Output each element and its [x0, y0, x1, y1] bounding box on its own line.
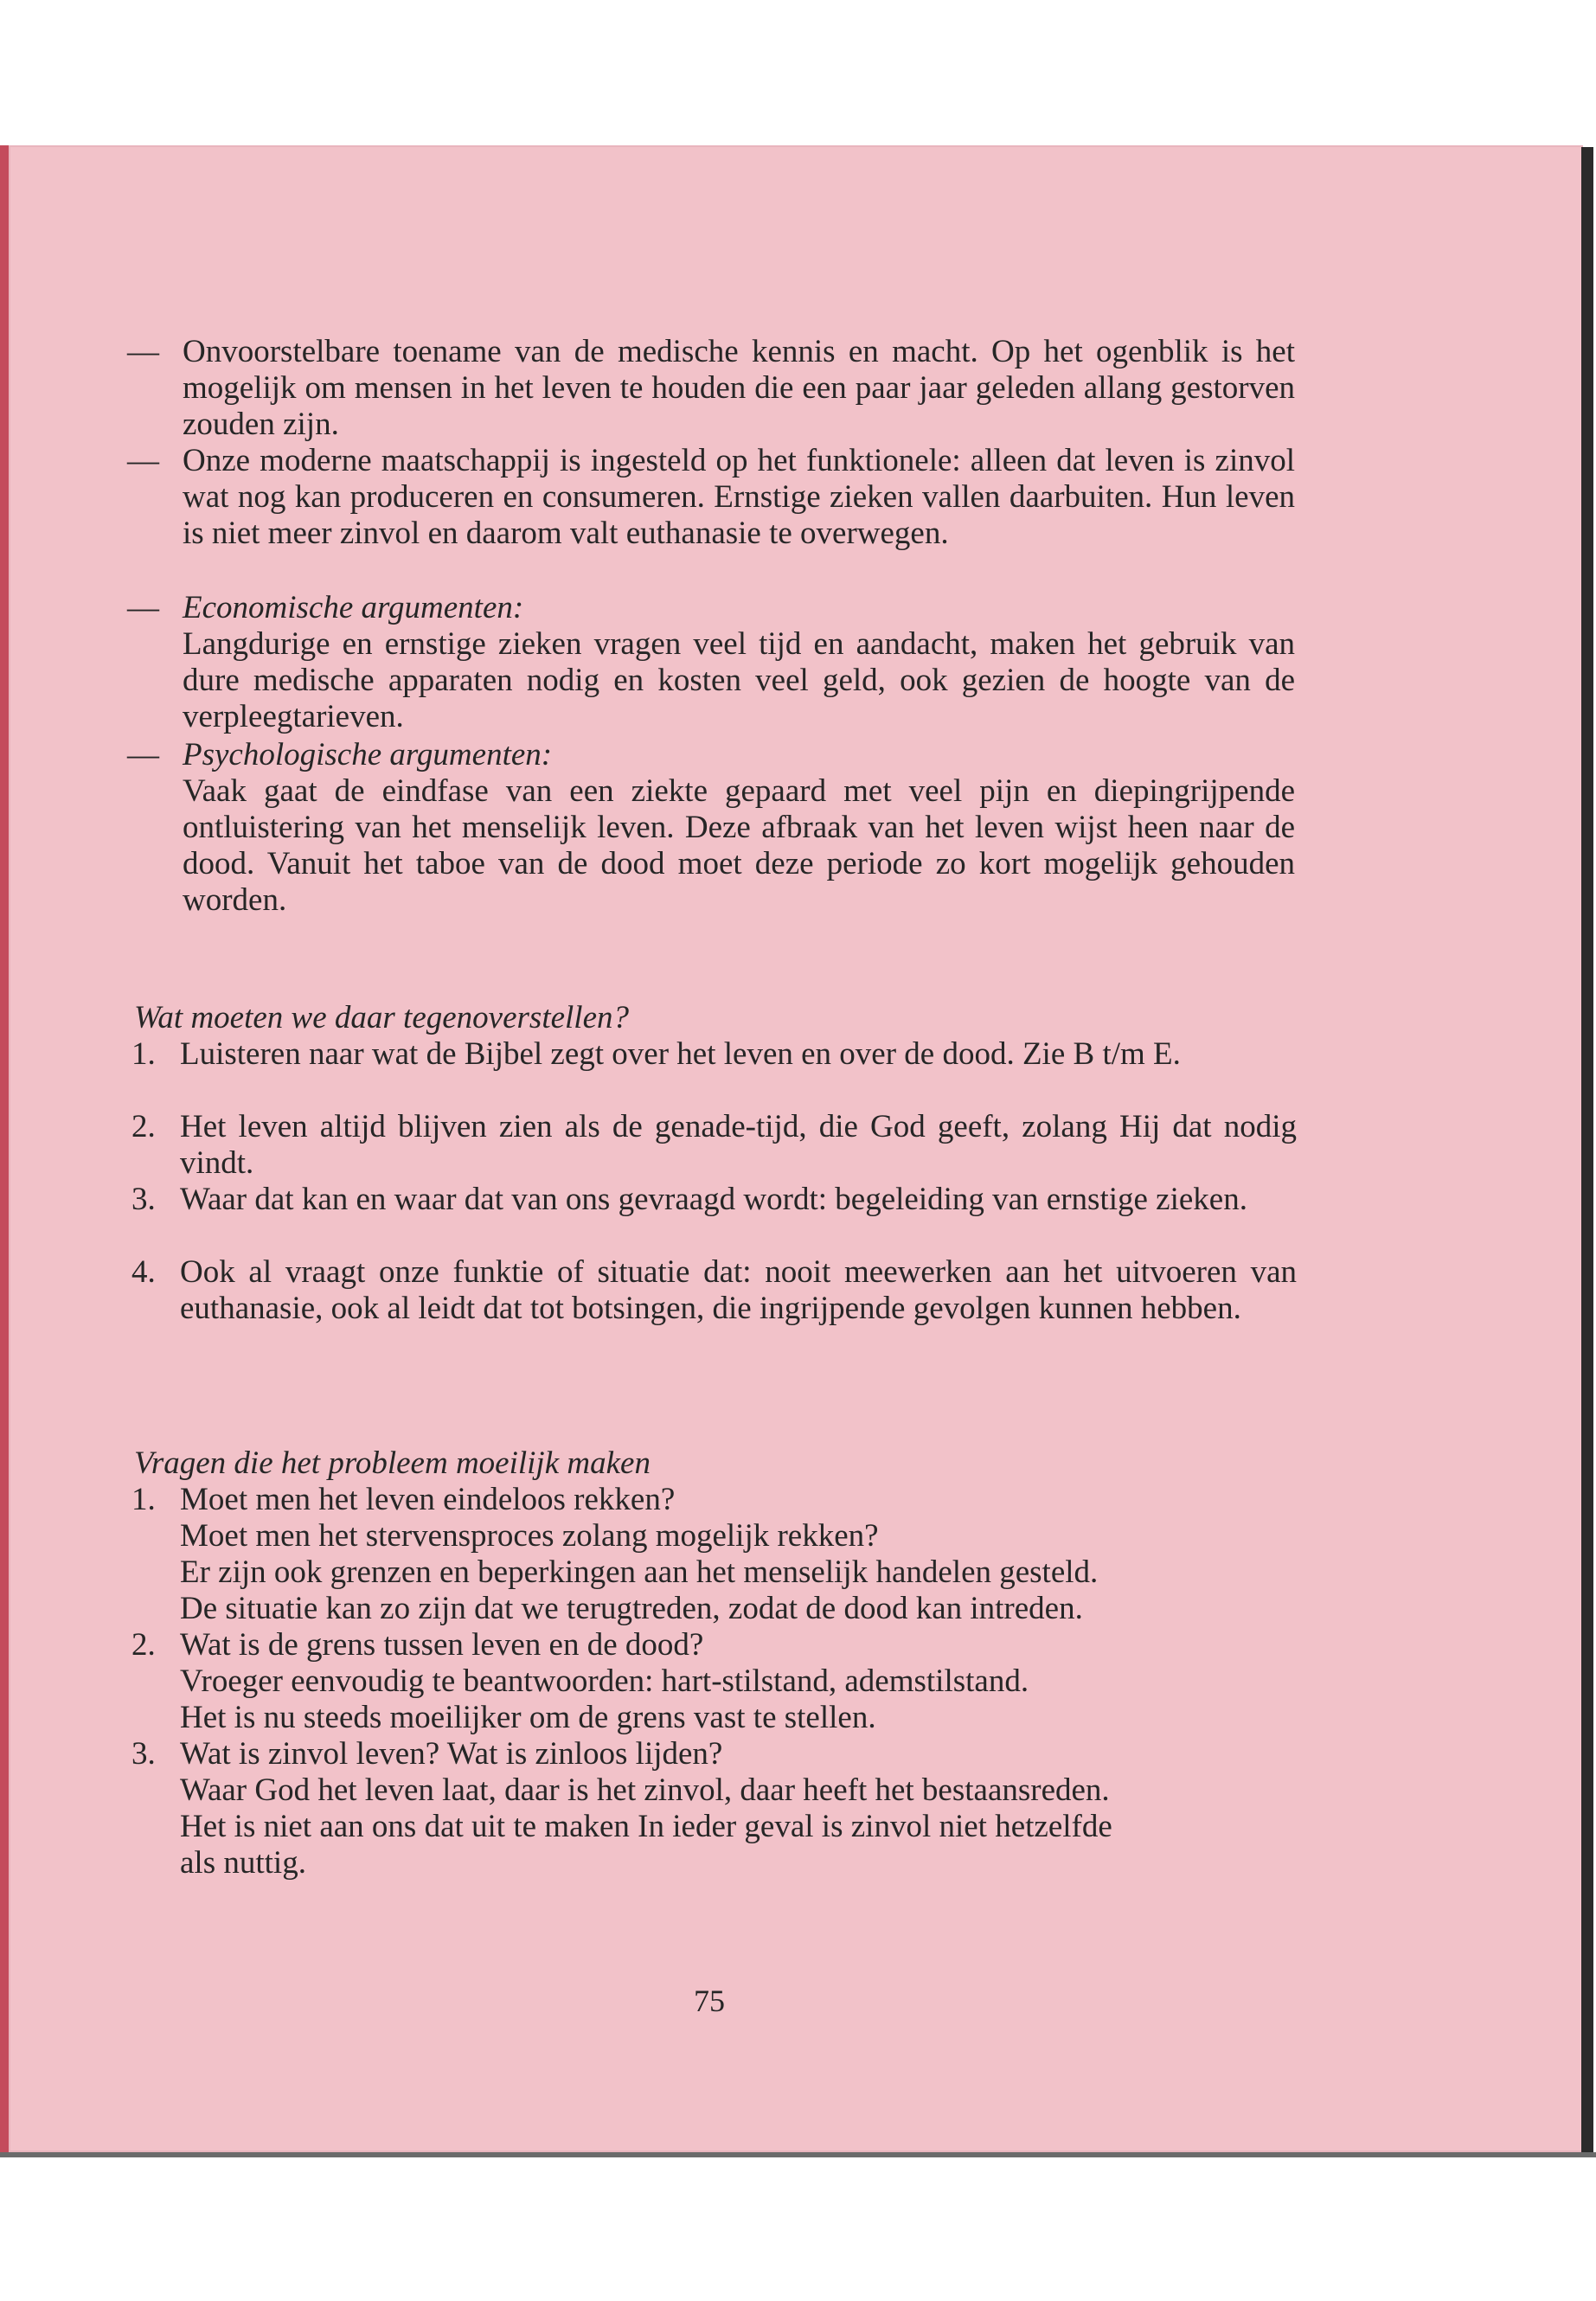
list-number: 2.: [131, 1627, 156, 1663]
dash-mark: —: [127, 737, 159, 772]
list-number: 3.: [131, 1736, 156, 1772]
list-line: Waar God het leven laat, daar is het zinvol, daar heeft het bestaansreden.: [180, 1772, 1110, 1808]
dash-paragraph-4: [127, 737, 1295, 927]
section-heading-counter: Wat moeten we daar tegenoverstellen?: [134, 1000, 630, 1035]
list-line: De situatie kan zo zijn dat we terugtreden, zodat de dood kan intreden.: [180, 1591, 1083, 1626]
book-edge-left: [0, 145, 9, 2152]
paragraph-text: Langdurige en ernstige zieken vragen veel tijd en aandacht, maken het gebruik van dure medische apparaten nodig en kosten veel geld, ook gezien de hoogte van de verpleegtarieven.: [183, 626, 1295, 734]
dash-mark: —: [127, 443, 159, 478]
dash-mark: —: [127, 334, 159, 369]
list-line: Vroeger eenvoudig te beantwoorden: hart-stilstand, ademstilstand.: [180, 1663, 1029, 1699]
list-line: Het is niet aan ons dat uit te maken In ieder geval is zinvol niet hetzelfde: [180, 1809, 1112, 1844]
list-number: 1.: [131, 1482, 156, 1517]
book-bottom-edge: [0, 2152, 1596, 2157]
dash-paragraph-2: [127, 443, 1295, 590]
list-line: Moet men het leven eindeloos rekken?: [180, 1482, 676, 1517]
list-line: als nuttig.: [180, 1845, 306, 1881]
list-line: Moet men het stervensproces zolang mogelijk rekken?: [180, 1518, 879, 1554]
list-text: Het leven altijd blijven zien als de genade-tijd, die God geeft, zolang Hij dat nodig vindt.: [180, 1109, 1297, 1181]
paragraph-text: Vaak gaat de eindfase van een ziekte gepaard met veel pijn en diepingrijpende ontluistering van het menselijk leven. Deze afbraak van het leven wijst heen naar de dood. Vanuit het taboe van de dood moet deze periode zo kort mogelijk gehouden worden.: [183, 773, 1295, 918]
list-number: 2.: [131, 1109, 156, 1144]
list-item: [131, 1254, 1297, 1363]
list-item: [131, 1109, 1297, 1182]
dash-paragraph-3: [127, 590, 1295, 737]
paragraph-text: Onze moderne maatschappij is ingesteld op het funktionele: alleen dat leven is zinvol wat nog kan produceren en consumeren. Ernstige zieken vallen daarbuiten. Hun leven is niet meer zinvol en daarom valt euthanasie te overwegen.: [183, 443, 1295, 551]
section-heading-questions: Vragen die het probleem moeilijk maken: [134, 1445, 651, 1481]
list-number: 3.: [131, 1182, 156, 1217]
list-text: Luisteren naar wat de Bijbel zegt over het leven en over de dood. Zie B t/m E.: [180, 1036, 1181, 1072]
list-line: Wat is de grens tussen leven en de dood?: [180, 1627, 704, 1663]
dash-paragraph-1: [127, 334, 1295, 443]
book-spine-edge: [1581, 147, 1593, 2154]
list-line: Er zijn ook grenzen en beperkingen aan het menselijk handelen gesteld.: [180, 1554, 1099, 1590]
paragraph-text: Onvoorstelbare toename van de medische kennis en macht. Op het ogenblik is het mogelijk om mensen in het leven te houden die een paar jaar geleden allang gestorven zouden zijn.: [183, 334, 1295, 442]
paragraph-title: Psychologische argumenten:: [183, 737, 553, 772]
list-text: Ook al vraagt onze funktie of situatie dat: nooit meewerken aan het uitvoeren van euthanasie, ook al leidt dat tot botsingen, die ingrijpende gevolgen kunnen hebben.: [180, 1254, 1297, 1326]
list-item: [131, 1182, 1297, 1254]
list-number: 1.: [131, 1036, 156, 1072]
list-text: Waar dat kan en waar dat van ons gevraagd wordt: begeleiding van ernstige zieken.: [180, 1182, 1247, 1217]
page-number: 75: [694, 1984, 725, 2018]
list-item: [131, 1036, 1297, 1109]
list-line: Het is nu steeds moeilijker om de grens vast te stellen.: [180, 1700, 876, 1735]
list-line: Wat is zinvol leven? Wat is zinloos lijden?: [180, 1736, 723, 1772]
list-number: 4.: [131, 1254, 156, 1290]
dash-mark: —: [127, 590, 159, 625]
paragraph-title: Economische argumenten:: [183, 590, 524, 625]
